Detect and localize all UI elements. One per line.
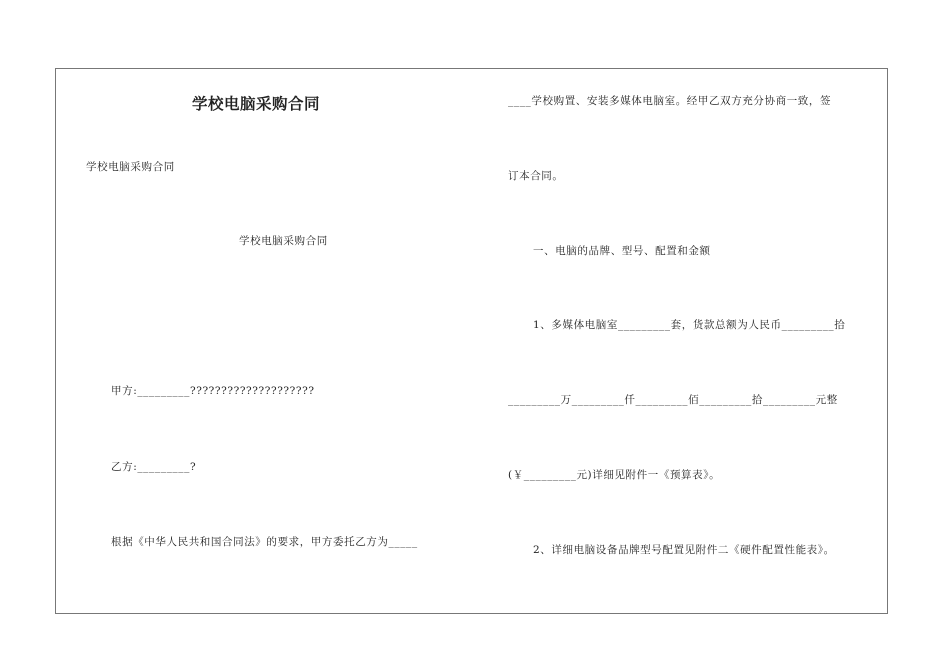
purpose-line-cont: 订本合同。 (508, 170, 564, 182)
section-heading-1: 一、电脑的品牌、型号、配置和金额 (533, 245, 711, 257)
subtitle-left: 学校电脑采购合同 (86, 161, 175, 173)
clause-2-line: 2、详细电脑设备品牌型号配置见附件二《硬件配置性能表》。 (533, 544, 835, 556)
purpose-line: ____学校购置、安装多媒体电脑室。经甲乙双方充分协商一致，签 (508, 95, 832, 107)
party-a-line: 甲方:_________???????????????????? (111, 385, 315, 397)
document-title: 学校电脑采购合同 (192, 95, 321, 113)
amount-words-line: _________万_________仟_________佰_________拾_________元整 (508, 394, 838, 406)
party-b-line: 乙方:_________? (111, 461, 197, 473)
document-page (55, 68, 888, 614)
contract-basis-line: 根据《中华人民共和国合同法》的要求，甲方委托乙方为_____ (111, 536, 418, 548)
clause-1-line: 1、多媒体电脑室_________套，货款总额为人民币_________拾 (533, 319, 846, 331)
subtitle-center: 学校电脑采购合同 (239, 235, 328, 247)
amount-yuan-line: (￥_________元)详细见附件一《预算表》。 (508, 469, 721, 481)
